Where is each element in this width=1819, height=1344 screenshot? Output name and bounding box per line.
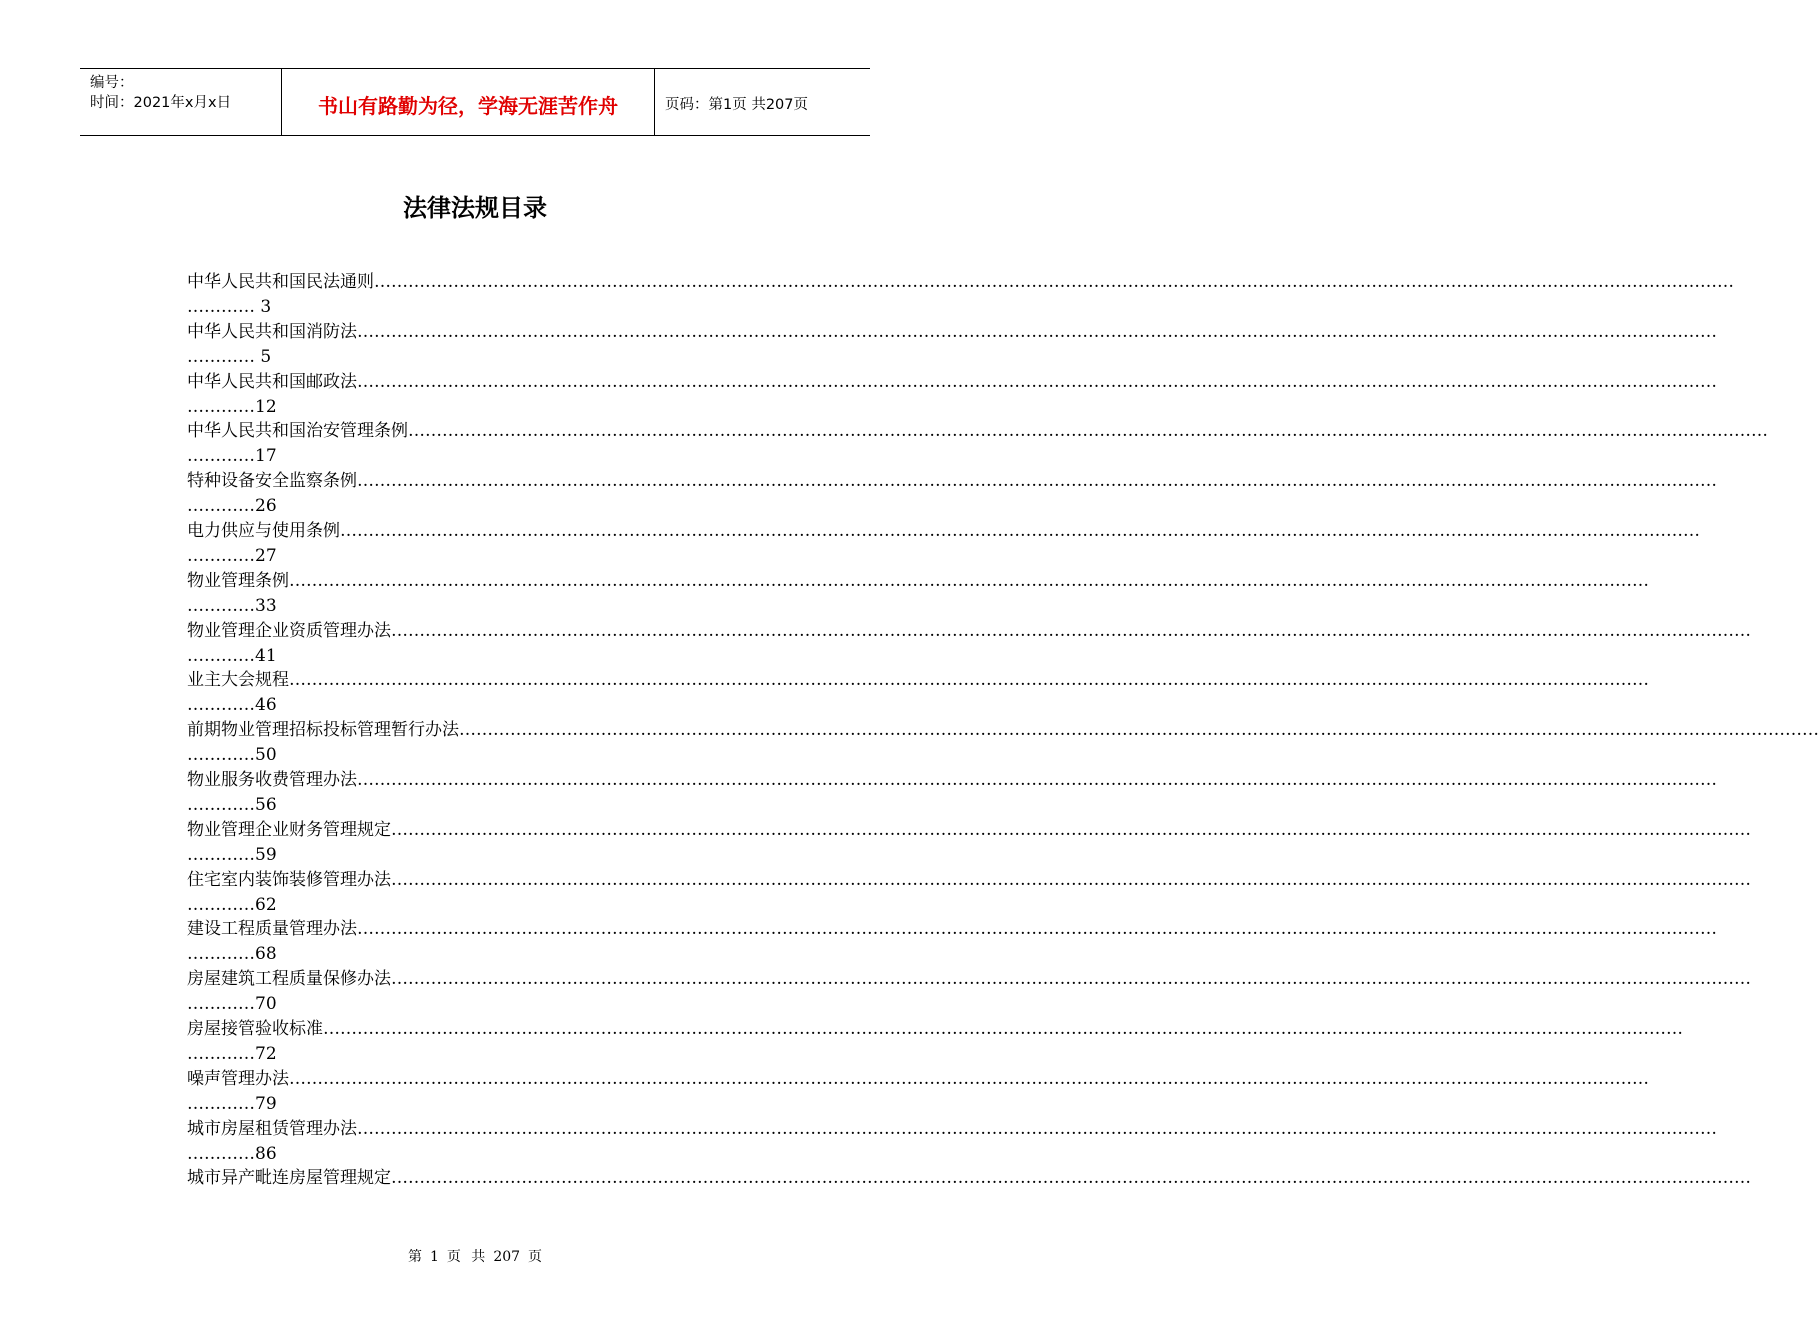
toc-leader-dots: ………… bbox=[187, 297, 261, 317]
toc-entry-page-line bbox=[187, 544, 803, 569]
toc-entry-label: 中华人民共和国消防法 bbox=[187, 321, 357, 342]
toc-entry-title-line bbox=[187, 1017, 1683, 1042]
toc-entry[interactable] bbox=[187, 967, 1751, 1017]
toc-leader-dots: …………………………………………………………………………………………………………………………………………………………………………………………………………………… bbox=[357, 919, 1717, 940]
toc-page-number: 50 bbox=[255, 745, 277, 766]
toc-leader-dots: ………… bbox=[187, 944, 255, 965]
toc-entry-title-line bbox=[187, 419, 1768, 444]
toc-entry-label: 业主大会规程 bbox=[187, 670, 289, 691]
toc-entry-title-line bbox=[187, 668, 1649, 693]
table-of-contents bbox=[187, 270, 1819, 1216]
toc-entry-label: 电力供应与使用条例 bbox=[187, 520, 340, 541]
toc-leader-dots: ………… bbox=[187, 1143, 255, 1164]
toc-leader-dots: ………… bbox=[187, 496, 255, 517]
footer-suffix: 页 bbox=[528, 1249, 543, 1265]
toc-leader-dots: …………………………………………………………………………………………………………………………………………………………………………………………………………………… bbox=[289, 1068, 1649, 1089]
toc-entry-label: 建设工程质量管理办法 bbox=[187, 919, 357, 940]
toc-entry[interactable] bbox=[187, 1067, 1649, 1117]
toc-entry[interactable] bbox=[187, 270, 1734, 320]
toc-entry-label: 中华人民共和国民法通则 bbox=[187, 272, 374, 292]
toc-entry-page-line bbox=[187, 345, 803, 370]
toc-leader-dots: …………………………………………………………………………………………………………………………………………………………………………………………………………………… bbox=[357, 471, 1717, 492]
toc-page-number: 72 bbox=[255, 1043, 277, 1064]
footer-mid: 页 共 bbox=[446, 1249, 486, 1265]
toc-entry[interactable] bbox=[187, 917, 1717, 967]
toc-entry-page-line bbox=[187, 444, 803, 469]
toc-page-number: 41 bbox=[255, 645, 277, 666]
toc-entry-label: 物业管理条例 bbox=[187, 570, 289, 591]
toc-page-number: 17 bbox=[255, 446, 277, 467]
toc-entry-title-line bbox=[187, 917, 1717, 942]
toc-entry-page-line bbox=[187, 395, 803, 420]
toc-entry-title-line bbox=[187, 967, 1751, 992]
toc-leader-dots: …………………………………………………………………………………………………………………………………………………………………………………………………………………… bbox=[323, 1018, 1683, 1039]
toc-entry-title-line bbox=[187, 1117, 1717, 1142]
toc-entry[interactable] bbox=[187, 320, 1717, 370]
toc-leader-dots: ………… bbox=[187, 844, 255, 865]
toc-entry-title-line bbox=[187, 818, 1751, 843]
toc-entry[interactable] bbox=[187, 569, 1649, 619]
toc-page-number: 27 bbox=[255, 545, 277, 566]
footer-prefix: 第 bbox=[407, 1249, 422, 1265]
toc-page-number: 62 bbox=[255, 894, 277, 915]
toc-leader-dots: ………… bbox=[187, 545, 255, 566]
toc-entry-label: 中华人民共和国邮政法 bbox=[187, 371, 357, 392]
toc-page-number: 79 bbox=[255, 1093, 277, 1114]
toc-entry[interactable] bbox=[187, 1017, 1683, 1067]
toc-page-number: 5 bbox=[260, 346, 272, 367]
document-title: 法律法规目录 bbox=[403, 194, 547, 222]
toc-entry-label: 中华人民共和国治安管理条例 bbox=[187, 421, 408, 442]
toc-leader-dots: ………… bbox=[187, 396, 255, 417]
toc-leader-dots: …………………………………………………………………………………………………………………………………………………………………………………………………………………… bbox=[391, 969, 1751, 990]
toc-leader-dots: …………………………………………………………………………………………………………………………………………………………………………………………………………………… bbox=[391, 620, 1751, 641]
toc-entry-title-line bbox=[187, 718, 1819, 743]
toc-entry-label: 城市异产毗连房屋管理规定 bbox=[187, 1168, 391, 1189]
toc-entry-page-line bbox=[187, 992, 803, 1017]
toc-entry[interactable] bbox=[187, 668, 1649, 718]
toc-leader-dots: ………… bbox=[187, 1043, 255, 1064]
header-page-cell bbox=[655, 69, 870, 135]
toc-entry-title-line bbox=[187, 868, 1751, 893]
toc-leader-dots: ………… bbox=[187, 894, 255, 915]
toc-page-number: 26 bbox=[255, 496, 277, 517]
toc-leader-dots: …………………………………………………………………………………………………………………………………………………………………………………………………………………… bbox=[391, 869, 1751, 890]
toc-entry[interactable] bbox=[187, 768, 1717, 818]
toc-entry-label: 噪声管理办法 bbox=[187, 1068, 289, 1089]
toc-entry-page-line bbox=[187, 594, 803, 619]
toc-leader-dots: …………………………………………………………………………………………………………………………………………………………………………………………………………………… bbox=[357, 769, 1717, 790]
toc-leader-dots: …………………………………………………………………………………………………………………………………………………………………………………………………………………… bbox=[289, 570, 1649, 591]
toc-entry-label: 物业服务收费管理办法 bbox=[187, 769, 357, 790]
toc-page-number: 3 bbox=[260, 297, 272, 317]
toc-page-number: 70 bbox=[255, 994, 277, 1015]
toc-entry-page-line bbox=[187, 295, 803, 320]
header-slogan-cell bbox=[282, 69, 655, 135]
toc-entry-title-line bbox=[187, 569, 1649, 594]
toc-entry-label: 前期物业管理招标投标管理暂行办法 bbox=[187, 720, 459, 741]
toc-entry-page-line bbox=[187, 1092, 803, 1117]
toc-leader-dots: …………………………………………………………………………………………………………………………………………………………………………………………………………………… bbox=[459, 720, 1819, 741]
toc-page-number: 86 bbox=[255, 1143, 277, 1164]
toc-leader-dots: ………… bbox=[187, 645, 255, 666]
number-label: 编号： bbox=[90, 75, 134, 91]
toc-leader-dots: ………… bbox=[187, 595, 255, 616]
toc-entry-title-line bbox=[187, 619, 1751, 644]
page-footer bbox=[0, 1246, 950, 1266]
toc-page-number: 56 bbox=[255, 794, 277, 815]
header-meta-cell bbox=[80, 69, 282, 135]
toc-entry[interactable] bbox=[187, 1117, 1717, 1167]
toc-entry-label: 房屋建筑工程质量保修办法 bbox=[187, 969, 391, 990]
toc-page-number: 12 bbox=[255, 396, 277, 417]
toc-entry-page-line bbox=[187, 1042, 803, 1067]
toc-entry[interactable] bbox=[187, 469, 1717, 519]
toc-entry-title-line bbox=[187, 320, 1717, 345]
toc-entry-label: 房屋接管验收标准 bbox=[187, 1018, 323, 1039]
toc-entry-label: 特种设备安全监察条例 bbox=[187, 471, 357, 492]
toc-entry-page-line bbox=[187, 494, 803, 519]
toc-entry-page-line bbox=[187, 743, 803, 768]
toc-entry[interactable] bbox=[187, 868, 1751, 918]
toc-entry-label: 物业管理企业财务管理规定 bbox=[187, 819, 391, 840]
toc-leader-dots: …………………………………………………………………………………………………………………………………………………………………………………………………………………… bbox=[289, 670, 1649, 691]
toc-entry-title-line bbox=[187, 370, 1717, 395]
toc-entry-page-line bbox=[187, 893, 803, 918]
toc-leader-dots: …………………………………………………………………………………………………………………………………………………………………………………………………………………… bbox=[357, 321, 1717, 342]
toc-entry-title-line bbox=[187, 519, 1700, 544]
toc-entry-title-line bbox=[187, 1166, 1751, 1191]
toc-entry-page-line bbox=[187, 793, 803, 818]
toc-entry[interactable] bbox=[187, 519, 1700, 569]
toc-page-number: 59 bbox=[255, 844, 277, 865]
footer-current-page: 1 bbox=[429, 1249, 439, 1265]
toc-leader-dots: …………………………………………………………………………………………………………………………………………………………………………………………………………………… bbox=[391, 819, 1751, 840]
toc-entry-title-line bbox=[187, 270, 1734, 295]
footer-total-pages: 207 bbox=[493, 1249, 521, 1265]
toc-leader-dots: ………… bbox=[187, 794, 255, 815]
toc-entry-label: 住宅室内装饰装修管理办法 bbox=[187, 869, 391, 890]
page-info: 页码：第1页 共207页 bbox=[665, 96, 809, 113]
toc-entry-title-line bbox=[187, 768, 1717, 793]
time-label: 时间：2021年x月x日 bbox=[90, 95, 232, 111]
toc-leader-dots: …………………………………………………………………………………………………………………………………………………………………………………………………………………… bbox=[408, 421, 1768, 442]
toc-leader-dots: …………………………………………………………………………………………………………………………………………………………………………………………………………………… bbox=[374, 272, 1734, 292]
toc-entry-label: 物业管理企业资质管理办法 bbox=[187, 620, 391, 641]
toc-entry[interactable] bbox=[187, 619, 1751, 669]
toc-page-number: 68 bbox=[255, 944, 277, 965]
toc-leader-dots: ………… bbox=[187, 745, 255, 766]
toc-entry[interactable] bbox=[187, 1166, 1751, 1216]
toc-entry-title-line bbox=[187, 1067, 1649, 1092]
toc-leader-dots: ………… bbox=[187, 346, 261, 367]
toc-page-number: 46 bbox=[255, 695, 277, 716]
toc-entry-page-line bbox=[187, 644, 803, 669]
toc-leader-dots: ………… bbox=[187, 695, 255, 716]
toc-entry[interactable] bbox=[187, 818, 1751, 868]
toc-leader-dots: ………… bbox=[187, 1093, 255, 1114]
toc-leader-dots: ………… bbox=[187, 994, 255, 1015]
toc-entry-page-line bbox=[187, 942, 803, 967]
page-header bbox=[80, 68, 870, 136]
toc-leader-dots: ………… bbox=[187, 446, 255, 467]
toc-leader-dots: …………………………………………………………………………………………………………………………………………………………………………………………………………………… bbox=[357, 371, 1717, 392]
toc-entry-page-line bbox=[187, 1142, 803, 1167]
toc-entry-label: 城市房屋租赁管理办法 bbox=[187, 1118, 357, 1139]
toc-entry-page-line bbox=[187, 693, 803, 718]
toc-page-number: 33 bbox=[255, 595, 277, 616]
toc-entry[interactable] bbox=[187, 370, 1717, 420]
toc-entry-title-line bbox=[187, 469, 1717, 494]
slogan: 书山有路勤为径，学海无涯苦作舟 bbox=[318, 93, 618, 118]
toc-leader-dots: …………………………………………………………………………………………………………………………………………………………………………………………………………………… bbox=[357, 1118, 1717, 1139]
toc-leader-dots: …………………………………………………………………………………………………………………………………………………………………………………………………………………… bbox=[391, 1168, 1751, 1189]
toc-entry[interactable] bbox=[187, 419, 1768, 469]
toc-entry-page-line bbox=[187, 843, 803, 868]
toc-entry[interactable] bbox=[187, 718, 1819, 768]
toc-leader-dots: …………………………………………………………………………………………………………………………………………………………………………………………………………………… bbox=[340, 520, 1700, 541]
